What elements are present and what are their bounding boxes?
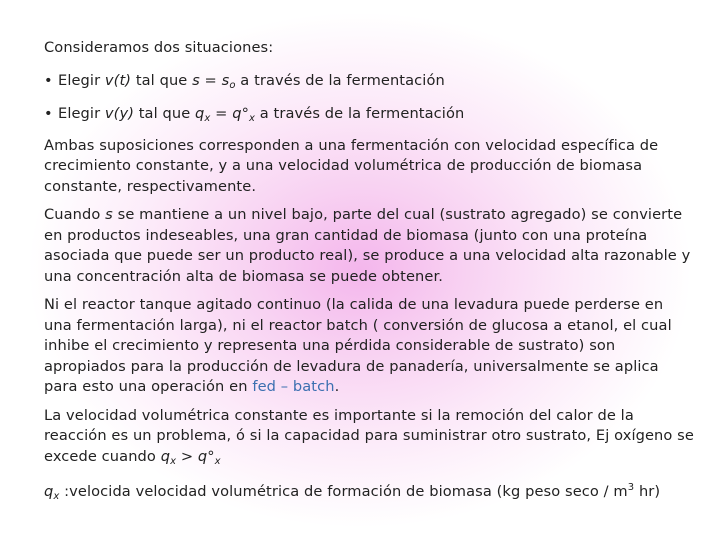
paragraph-4-q1: q [160,447,171,465]
definition-var: q [44,483,54,500]
paragraph-2 [44,205,694,287]
bullet-1-cond: s = s [192,71,230,89]
paragraph-2-var: s [105,206,113,223]
bullet-2-expr: v(y) [104,105,134,122]
paragraph-2-pre: Cuando [44,206,106,223]
paragraph-3 [44,295,694,398]
bullet-2-cond: q [195,105,205,122]
definition-sup: 3 [627,482,635,493]
slide-content [44,38,694,508]
bullet-2 [44,104,694,130]
bullet-dot-icon: • [44,105,53,122]
bullet-2-cond2-sub: x [249,113,256,124]
bullet-2-mid: tal que [133,105,196,122]
paragraph-2-post: se mantiene a un nivel bajo, parte del cual (sustrato agregado) se convierte en productos indeseables, una gran cantidad de biomasa (junto con una proteína asociada que puede ser un producto real), se produce a una velocidad alta razonable y una concentración alta de biomasa se puede obtener. [44,206,691,285]
bullet-dot-icon: • [44,71,53,89]
paragraph-3-post: . [334,378,340,395]
definition-var-sub: x [53,491,60,502]
fed-batch-term: fed – batch [252,378,335,395]
bullet-1-pre: Elegir [58,71,105,89]
bullet-1-post: a través de la fermentación [235,71,445,89]
heading: Consideramos dos situaciones: [44,39,274,56]
paragraph-4-q2: q° [197,447,215,465]
definition-end: hr) [634,483,661,500]
definition-text: :velocida velocidad volumétrica de formación de biomasa (kg peso seco / m [59,483,628,500]
bullet-1-cond-sub: o [229,79,236,91]
bullet-1-mid: tal que [131,71,193,89]
bullet-1 [44,71,694,97]
bullet-1-expr: v(t) [104,71,132,89]
bullet-2-cond2: = q° [210,105,249,122]
bullet-2-post: a través de la fermentación [255,105,465,122]
bullet-2-pre: Elegir [58,105,105,122]
paragraph-4-text: La velocidad volumétrica constante es importante si la remoción del calor de la reacción es un problema, ó si la capacidad para suministrar otro sustrato, Ej oxígeno se excede cuando [44,406,694,465]
paragraph-4 [44,406,694,473]
definition [44,478,694,508]
paragraph-4-op: > [176,447,198,465]
paragraph-4-q1-sub: x [170,455,177,467]
bullet-2-cond-sub: x [204,113,211,124]
paragraph-4-q2-sub: x [214,455,221,467]
paragraph-1: Ambas suposiciones corresponden a una fermentación con velocidad específica de crecimiento constante, y a una velocidad volumétrica de producción de biomasa constante, respectivamente. [44,136,659,195]
paragraph-3-pre: Ni el reactor tanque agitado continuo (la calida de una levadura puede perderse en una fermentación larga), ni el reactor batch ( conversión de glucosa a etanol, el cual inhibe el crecimiento y representa una pérdida considerable de sustrato) son apropiados para la producción de levadura de panadería, universalmente se aplica para esto una operación en [44,296,672,395]
